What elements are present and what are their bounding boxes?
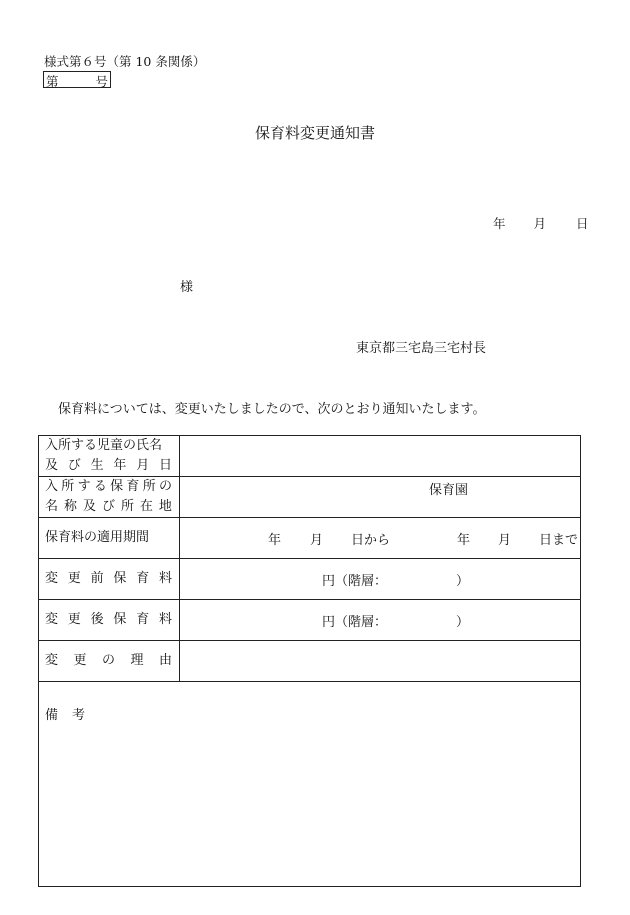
fee-after-label	[39, 600, 180, 641]
document-number-box	[43, 71, 111, 88]
table-row	[39, 477, 581, 518]
facility-suffix: 保育園	[429, 483, 469, 498]
label-char: 更	[67, 612, 81, 627]
period-field[interactable]	[180, 518, 581, 559]
label-char: 保	[113, 612, 127, 627]
label-char: 所	[142, 479, 156, 494]
table-row	[39, 518, 581, 559]
label-char: 料	[158, 612, 172, 627]
fee-after-field[interactable]	[180, 600, 581, 641]
to-year: 年	[457, 533, 471, 548]
label-char: び	[67, 458, 81, 473]
label-char: 生	[90, 458, 104, 473]
form-number: 様式第６号（第 10 条関係）	[44, 54, 206, 69]
table-row	[39, 641, 581, 682]
fee-before-field[interactable]	[180, 559, 581, 600]
period-label: 保育料の適用期間	[39, 518, 180, 559]
notice-text: 保育料については、変更いたしましたので、次のとおり通知いたします。	[58, 402, 486, 417]
label-char: 更	[73, 653, 87, 668]
label-char: の	[158, 479, 172, 494]
to-month: 月	[498, 533, 512, 548]
fee-before-label	[39, 559, 180, 600]
label-char: 所	[120, 499, 134, 514]
fee-before-unit: 円（階層：	[322, 574, 388, 589]
facility-label	[39, 477, 180, 518]
label-char: 名	[45, 499, 59, 514]
reason-label	[39, 641, 180, 682]
label-char: 由	[158, 653, 172, 668]
label-char: 保	[113, 571, 127, 586]
label-char: 育	[136, 612, 150, 627]
facility-label-line2	[45, 497, 179, 517]
label-char: 日	[158, 458, 172, 473]
date-day: 日	[576, 216, 589, 231]
facility-label-line1	[45, 477, 179, 497]
label-char: 前	[90, 571, 104, 586]
remarks-field[interactable]	[39, 682, 581, 887]
label-char: 料	[158, 571, 172, 586]
label-char: 及	[45, 458, 59, 473]
form-table	[38, 435, 581, 887]
label-char: 保	[110, 479, 124, 494]
date-year: 年	[493, 216, 506, 231]
date-month: 月	[533, 216, 547, 231]
to-day: 日まで	[539, 533, 579, 548]
label-char: る	[93, 479, 107, 494]
label-char: 変	[45, 571, 59, 586]
remarks-label-char: 考	[72, 708, 86, 723]
reason-field[interactable]	[180, 641, 581, 682]
doc-number-suffix: 号	[95, 74, 108, 89]
from-month: 月	[310, 533, 324, 548]
label-char: の	[101, 653, 115, 668]
issuer: 東京都三宅島三宅村長	[356, 341, 487, 356]
label-char: 及	[82, 499, 96, 514]
label-char: 入	[45, 479, 59, 494]
label-char: す	[77, 479, 91, 494]
label-char: 変	[45, 653, 59, 668]
fee-after-unit: 円（階層：	[322, 615, 388, 630]
facility-field[interactable]	[180, 477, 581, 518]
label-char: 地	[158, 499, 172, 514]
label-char: 変	[45, 612, 59, 627]
fee-after-close: ）	[456, 615, 470, 630]
recipient-honorific: 様	[180, 280, 194, 295]
fee-before-close: ）	[456, 574, 470, 589]
label-char: 月	[136, 458, 150, 473]
table-row	[39, 682, 581, 887]
child-label-line2	[45, 456, 179, 476]
label-char: び	[101, 499, 115, 514]
issue-date	[493, 214, 589, 232]
from-year: 年	[268, 533, 282, 548]
remarks-label-char: 備	[45, 708, 59, 723]
label-char: 育	[136, 571, 150, 586]
table-row	[39, 600, 581, 641]
table-row	[39, 436, 581, 477]
label-char: 育	[126, 479, 140, 494]
child-label	[39, 436, 180, 477]
child-name-field[interactable]	[180, 436, 581, 477]
label-char: 年	[113, 458, 127, 473]
label-char: 更	[67, 571, 81, 586]
label-char: 理	[130, 653, 144, 668]
from-day: 日から	[351, 533, 391, 548]
doc-number-prefix: 第	[46, 74, 59, 89]
label-char: 在	[139, 499, 153, 514]
label-char: 称	[63, 499, 77, 514]
table-row	[39, 559, 581, 600]
document-title: 保育料変更通知書	[254, 124, 375, 142]
label-char: 所	[61, 479, 75, 494]
child-label-line1: 入所する児童の氏名	[45, 438, 163, 453]
label-char: 後	[90, 612, 104, 627]
